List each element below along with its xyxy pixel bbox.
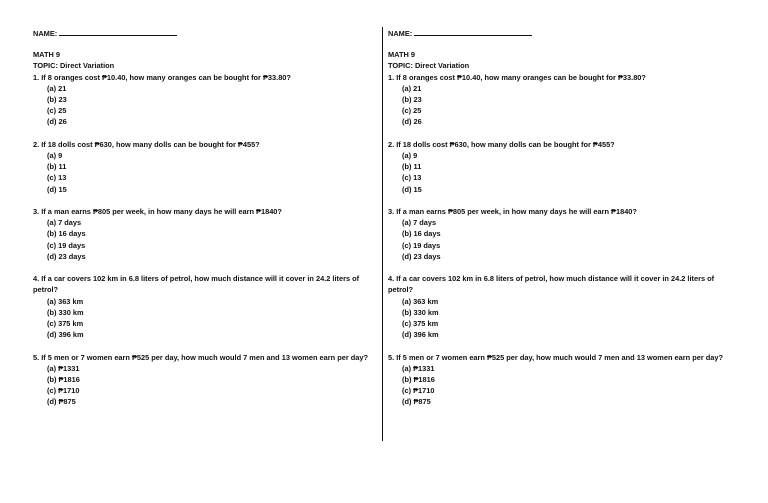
question-4 [388, 273, 736, 340]
question-text: 1. If 8 oranges cost ₱10.40, how many oranges can be bought for ₱33.80? [33, 72, 291, 82]
question-2 [388, 139, 736, 195]
question-text: 4. If a car covers 102 km in 6.8 liters of petrol, how much distance will it cover in 24.2 liters of petrol? [388, 274, 715, 295]
question-text: 4. If a car covers 102 km in 6.8 liters of petrol, how much distance will it cover in 24.2 liters of petrol? [33, 274, 360, 295]
choice-a: (a) 363 km [47, 296, 84, 306]
question-5 [33, 352, 381, 408]
choice-b: (b) 11 [402, 162, 422, 172]
name-line [33, 28, 381, 39]
worksheet-copy-left [33, 28, 381, 419]
subject-heading: MATH 9 [33, 50, 60, 60]
choice-b: (b) ₱1816 [47, 375, 80, 385]
choice-b: (b) 16 days [402, 229, 441, 239]
choice-a: (a) 363 km [402, 296, 439, 306]
choice-a: (a) 7 days [47, 218, 82, 228]
choice-b: (b) ₱1816 [402, 375, 435, 385]
question-text: 5. If 5 men or 7 women earn ₱525 per day, how much would 7 men and 13 women earn per day? [388, 352, 723, 362]
choice-c: (c) 13 [402, 173, 422, 183]
choice-c: (c) 13 [47, 173, 67, 183]
choice-a: (a) 21 [47, 83, 67, 93]
choice-b: (b) 330 km [402, 307, 439, 317]
column-divider [382, 27, 383, 441]
choice-a: (a) ₱1331 [47, 363, 80, 373]
choice-d: (d) 396 km [47, 330, 84, 340]
question-text: 3. If a man earns ₱805 per week, in how many days he will earn ₱1840? [388, 207, 637, 216]
choice-d: (d) 23 days [47, 251, 86, 261]
choice-a: (a) 9 [402, 151, 418, 160]
choice-d: (d) 23 days [402, 251, 441, 261]
question-1 [388, 72, 736, 128]
choice-b: (b) 330 km [47, 307, 84, 317]
choice-d: (d) ₱875 [402, 397, 431, 407]
choice-c: (c) 375 km [402, 319, 439, 329]
topic-heading: TOPIC: Direct Variation [33, 61, 115, 71]
choice-c: (c) 25 [402, 106, 422, 116]
choice-d: (d) ₱875 [47, 397, 76, 407]
name-label: NAME: [388, 29, 413, 38]
worksheet-copy-right [388, 28, 736, 419]
choice-c: (c) ₱1710 [402, 386, 435, 396]
choice-a: (a) 7 days [402, 218, 437, 228]
question-text: 3. If a man earns ₱805 per week, in how many days he will earn ₱1840? [33, 207, 282, 216]
choice-c: (c) ₱1710 [47, 386, 80, 396]
choice-c: (c) 19 days [47, 240, 86, 250]
name-line [388, 28, 736, 39]
question-text: 2. If 18 dolls cost ₱630, how many dolls can be bought for ₱455? [388, 139, 615, 149]
choice-a: (a) ₱1331 [402, 363, 435, 373]
question-1 [33, 72, 381, 128]
choice-b: (b) 16 days [47, 229, 86, 239]
question-text: 2. If 18 dolls cost ₱630, how many dolls can be bought for ₱455? [33, 139, 260, 149]
question-3 [388, 206, 736, 262]
choice-d: (d) 396 km [402, 330, 439, 340]
choice-d: (d) 26 [47, 117, 67, 127]
choice-c: (c) 19 days [402, 240, 441, 250]
name-label: NAME: [33, 29, 58, 38]
choice-c: (c) 25 [47, 106, 67, 116]
choice-d: (d) 15 [402, 184, 422, 194]
question-4 [33, 273, 381, 340]
choice-b: (b) 11 [47, 162, 67, 172]
name-blank[interactable] [59, 28, 177, 36]
choice-d: (d) 15 [47, 184, 67, 194]
question-text: 5. If 5 men or 7 women earn ₱525 per day, how much would 7 men and 13 women earn per day? [33, 352, 368, 362]
question-text: 1. If 8 oranges cost ₱10.40, how many oranges can be bought for ₱33.80? [388, 72, 646, 82]
name-blank[interactable] [414, 28, 532, 36]
question-3 [33, 206, 381, 262]
subject-heading: MATH 9 [388, 50, 415, 60]
choice-b: (b) 23 [47, 95, 67, 104]
choice-c: (c) 375 km [47, 319, 84, 329]
question-2 [33, 139, 381, 195]
choice-b: (b) 23 [402, 95, 422, 104]
topic-heading: TOPIC: Direct Variation [388, 61, 470, 71]
question-5 [388, 352, 736, 408]
choice-a: (a) 21 [402, 83, 422, 93]
choice-a: (a) 9 [47, 151, 63, 160]
choice-d: (d) 26 [402, 117, 422, 127]
